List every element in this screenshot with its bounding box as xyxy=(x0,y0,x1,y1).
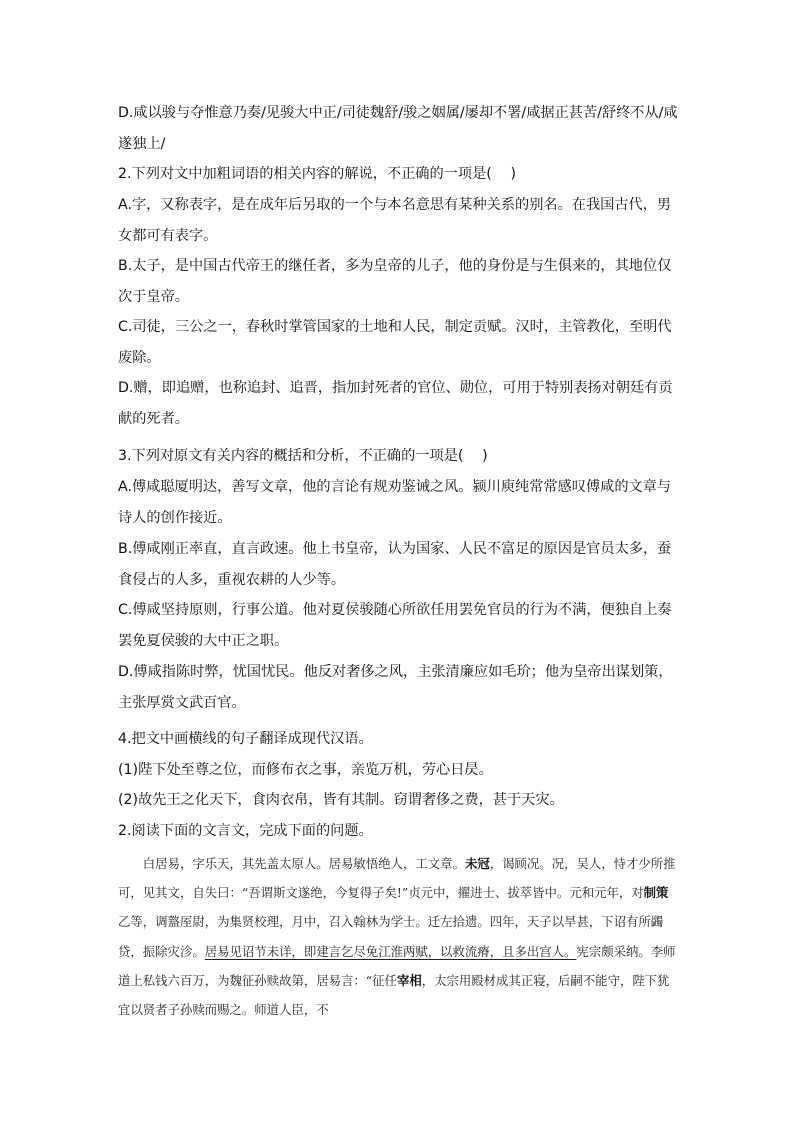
q3-option-d: D.傅咸指陈时弊，忧国忧民。他反对奢侈之风，主张清廉应如毛玠；他为皇帝出谋划策，主张厚赏文武百官。 xyxy=(118,664,673,711)
q3-option-b: B.傅咸刚正率直，直言政速。他上书皇帝，认为国家、人民不富足的原因是官员太多，蚕食侵占的人多，重视农耕的人少等。 xyxy=(118,541,672,588)
q2-option-a: A.字，又称表字，是在成年后另取的一个与本名意思有某种关系的别名。在我国古代，男女都可有表字。 xyxy=(118,197,672,244)
q2-option-b: B.太子，是中国古代帝王的继任者，多为皇帝的儿子，他的身份是与生俱来的，其地位仅次于皇帝。 xyxy=(118,258,672,305)
classical-passage xyxy=(118,849,678,1024)
q4-stem: 4.把文中画横线的句子翻译成现代汉语。 xyxy=(118,731,373,747)
passage-text: 宪宗颇采纳。李师道上私钱六百万，为魏征孙赎故第，居易言：“征任 xyxy=(118,943,676,988)
q3-option-c: C.傅咸坚持原则，行事公道。他对夏侯骏随心所欲任用罢免官员的行为不满，便独自上奏罢免夏侯骏的大中正之职。 xyxy=(118,602,672,649)
q4-sentence-1: (1)陛下处至尊之位，而修布衣之事，亲览万机，劳心日昃。 xyxy=(118,762,493,778)
section-2-stem: 2.阅读下面的文言文，完成下面的问题。 xyxy=(118,823,373,839)
q2-stem: 2.下列对文中加粗词语的相关内容的解说，不正确的一项是( ) xyxy=(118,166,516,182)
q2-option-d: D.赠，即追赠，也称追封、追晋，指加封死者的官位、勋位，可用于特别表扬对朝廷有贡献的死者。 xyxy=(118,380,673,427)
passage-text: ，谒顾况。况，吴人，恃才少所推可，见其文，自失曰：“吾谓斯文遂绝，今复得子矣!”贞元中，擢进士、拔萃皆中。元和元年，对 xyxy=(118,856,676,901)
passage-text: 乙等，调盩厔尉，为集贤校理，月中，召入翰林为学士。迁左拾遗。四年，天子以旱甚，下诏有所蠲贷，振除灾沴。 xyxy=(118,914,664,959)
bold-term-zaixiang: 宰相 xyxy=(396,972,422,988)
passage-text: 白居易，字乐天，其先盖太原人。居易敏悟绝人，工文章。 xyxy=(142,856,465,871)
q4-sentence-2: (2)故先王之化天下，食肉衣帛，皆有其制。窃谓奢侈之费，甚于天灾。 xyxy=(118,792,564,808)
bold-term-weiguan: 未冠 xyxy=(464,856,490,871)
underlined-sentence: 居易见诏节未详，即建言乞尽免江淮两赋，以救流瘠，且多出宫人。 xyxy=(204,943,577,959)
bold-term-zhice: 制策 xyxy=(643,885,669,901)
q3-stem: 3.下列对原文有关内容的概括和分析，不正确的一项是( ) xyxy=(118,448,488,464)
passage-text: ，太宗用殿材成其正寝，后嗣不能守，陛下犹宜以贤者子孙赎而赐之。师道人臣，不 xyxy=(118,972,670,1018)
q1-option-d: D.咸以骏与夺惟意乃奏/见骏大中正/司徒魏舒/骏之姻属/屡却不署/咸据正甚苦/舒终不从/咸遂独上/ xyxy=(118,105,678,152)
q3-option-a: A.傅咸聪厦明达，善写文章，他的言论有规劝鉴诫之风。颍川庾纯常常感叹傅咸的文章与诗人的创作接近。 xyxy=(118,479,672,526)
q2-option-c: C.司徒，三公之一，春秋时掌管国家的土地和人民，制定贡赋。汉时，主管教化，至明代废除。 xyxy=(118,319,672,366)
